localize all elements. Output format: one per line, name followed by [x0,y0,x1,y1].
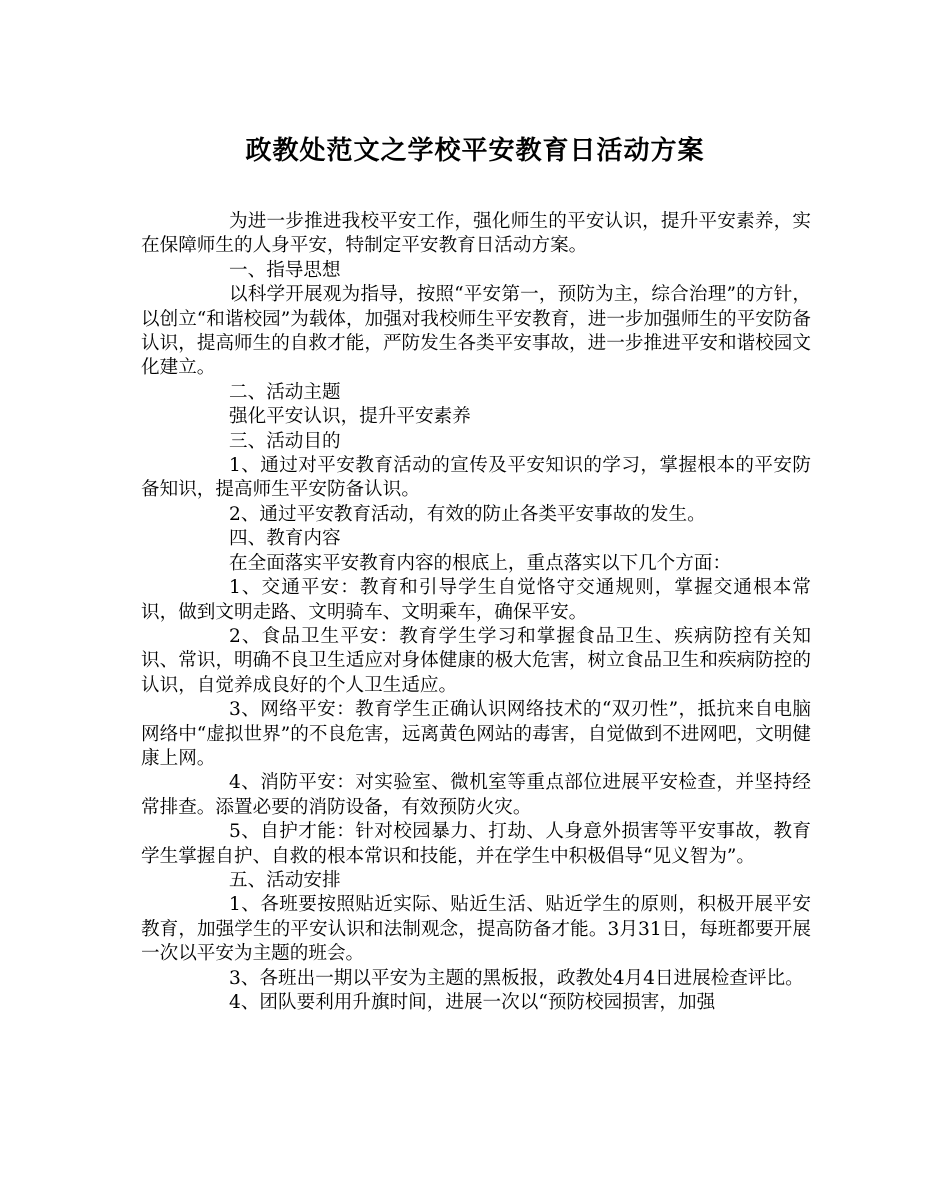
body-paragraph: 在全面落实平安教育内容的根底上，重点落实以下几个方面： [229,552,732,574]
body-paragraph: 3、各班出一期以平安为主题的黑板报，政教处4月4日进展检查评比。 [229,967,804,989]
body-paragraph: 强化平安认识，提升平安素养 [229,406,471,428]
document-title: 政教处范文之学校平安教育日活动方案 [245,136,705,166]
body-paragraph: 2、食品卫生平安：教育学生学习和掌握食品卫生、疾病防控有关知识、常识，明确不良卫生适应对身体健康的极大危害，树立食品卫生和疾病防控的认识，自觉养成良好的个人卫生适应。 [141,625,811,696]
document-body [141,210,811,1015]
body-paragraph: 4、消防平安：对实验室、微机室等重点部位进展平安检查，并坚持经常排查。添置必要的消防设备，有效预防火灾。 [141,772,811,818]
body-paragraph: 5、自护才能：针对校园暴力、打劫、人身意外损害等平安事故，教育学生掌握自护、自救的根本常识和技能，并在学生中积极倡导“见义智为”。 [141,821,811,867]
body-paragraph: 3、网络平安：教育学生正确认识网络技术的“双刃性”，抵抗来自电脑网络中“虚拟世界”的不良危害，远离黄色网站的毒害，自觉做到不进网吧，文明健康上网。 [141,699,811,769]
body-paragraph: 1、各班要按照贴近实际、贴近生活、贴近学生的原则，积极开展平安教育，加强学生的平安认识和法制观念，提高防备才能。3月31日，每班都要开展一次以平安为主题的班会。 [141,894,811,965]
body-paragraph: 1、交通平安：教育和引导学生自觉恪守交通规则，掌握交通根本常识，做到文明走路、文明骑车、文明乘车，确保平安。 [141,577,811,623]
section-heading: 三、活动目的 [229,430,341,452]
intro-paragraph: 为进一步推进我校平安工作，强化师生的平安认识，提升平安素养，实在保障师生的人身平安，特制定平安教育日活动方案。 [141,211,811,257]
section-heading: 二、活动主题 [229,381,341,403]
body-paragraph: 2、通过平安教育活动，有效的防止各类平安事故的发生。 [229,503,706,525]
section-heading: 五、活动安排 [229,869,341,891]
body-paragraph: 以科学开展观为指导，按照“平安第一，预防为主，综合治理”的方针，以创立“和谐校园”为载体，加强对我校师生平安教育，进一步加强师生的平安防备认识，提高师生的自救才能，严防发生各类平安事故，进一步推进平安和谐校园文化建立。 [141,284,811,379]
body-paragraph: 4、团队要利用升旗时间，进展一次以“预防校园损害，加强 [229,992,716,1013]
section-heading: 一、指导思想 [229,259,341,281]
body-paragraph: 1、通过对平安教育活动的宣传及平安知识的学习，掌握根本的平安防备知识，提高师生平安防备认识。 [141,455,811,501]
section-heading: 四、教育内容 [229,528,341,550]
